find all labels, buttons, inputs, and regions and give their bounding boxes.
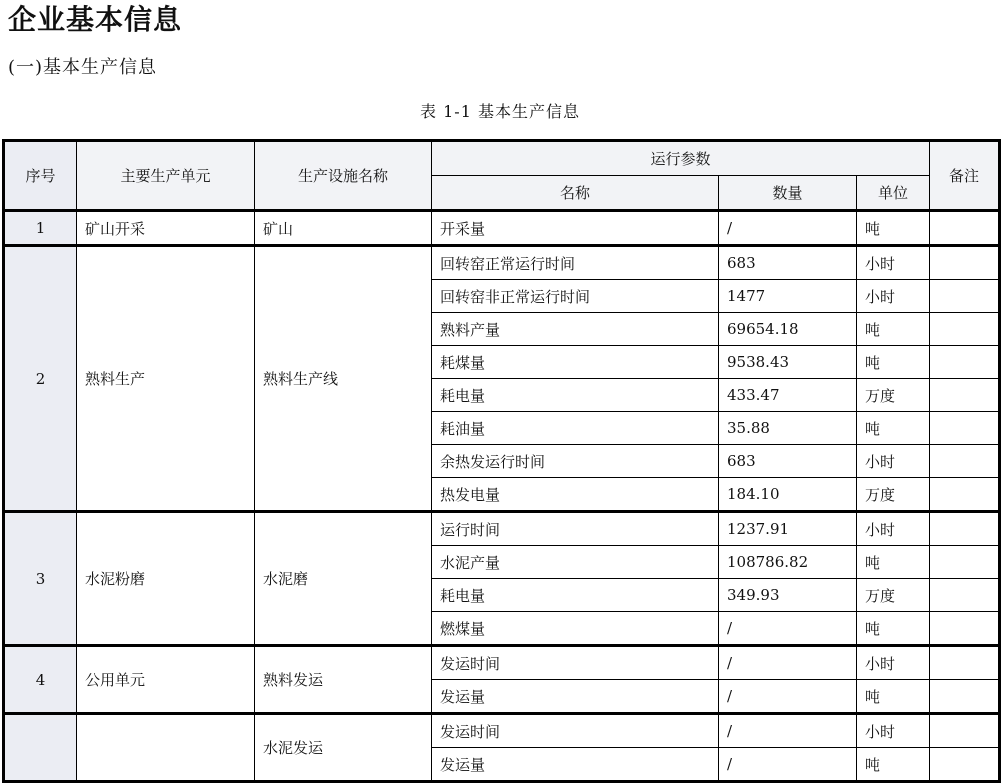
unit-cell: 小时 bbox=[857, 512, 930, 546]
production-info-table bbox=[2, 139, 1001, 783]
main-unit-cell: 熟料生产 bbox=[77, 246, 255, 512]
col-header-param-name: 名称 bbox=[432, 176, 719, 211]
main-unit-cell bbox=[77, 714, 255, 782]
quantity-cell: / bbox=[719, 646, 857, 680]
remark-cell bbox=[930, 680, 1000, 714]
quantity-cell: 683 bbox=[719, 445, 857, 478]
col-header-facility: 生产设施名称 bbox=[255, 141, 432, 211]
col-header-main-unit: 主要生产单元 bbox=[77, 141, 255, 211]
quantity-cell: 349.93 bbox=[719, 579, 857, 612]
unit-cell: 吨 bbox=[857, 346, 930, 379]
remark-cell bbox=[930, 445, 1000, 478]
param-name-cell: 熟料产量 bbox=[432, 313, 719, 346]
param-name-cell: 发运时间 bbox=[432, 646, 719, 680]
table-row bbox=[4, 646, 1000, 680]
remark-cell bbox=[930, 313, 1000, 346]
col-header-remark: 备注 bbox=[930, 141, 1000, 211]
unit-cell: 吨 bbox=[857, 748, 930, 782]
unit-cell: 小时 bbox=[857, 280, 930, 313]
page-title: 企业基本信息 bbox=[8, 3, 183, 36]
main-unit-cell: 公用单元 bbox=[77, 646, 255, 714]
param-name-cell: 水泥产量 bbox=[432, 546, 719, 579]
param-name-cell: 发运时间 bbox=[432, 714, 719, 748]
col-header-params-group: 运行参数 bbox=[432, 141, 930, 176]
quantity-cell: 433.47 bbox=[719, 379, 857, 412]
unit-cell: 万度 bbox=[857, 379, 930, 412]
seq-cell: 3 bbox=[4, 512, 77, 646]
quantity-cell: / bbox=[719, 211, 857, 246]
remark-cell bbox=[930, 412, 1000, 445]
table-row bbox=[4, 512, 1000, 546]
col-header-seq: 序号 bbox=[4, 141, 77, 211]
unit-cell: 万度 bbox=[857, 478, 930, 512]
quantity-cell: / bbox=[719, 748, 857, 782]
quantity-cell: 69654.18 bbox=[719, 313, 857, 346]
unit-cell: 吨 bbox=[857, 313, 930, 346]
param-name-cell: 耗电量 bbox=[432, 379, 719, 412]
table-row bbox=[4, 714, 1000, 748]
remark-cell bbox=[930, 714, 1000, 748]
facility-cell: 水泥磨 bbox=[255, 512, 432, 646]
param-name-cell: 耗煤量 bbox=[432, 346, 719, 379]
unit-cell: 万度 bbox=[857, 579, 930, 612]
unit-cell: 吨 bbox=[857, 412, 930, 445]
quantity-cell: 108786.82 bbox=[719, 546, 857, 579]
param-name-cell: 发运量 bbox=[432, 748, 719, 782]
param-name-cell: 余热发运行时间 bbox=[432, 445, 719, 478]
unit-cell: 吨 bbox=[857, 211, 930, 246]
facility-cell: 熟料生产线 bbox=[255, 246, 432, 512]
unit-cell: 小时 bbox=[857, 445, 930, 478]
unit-cell: 小时 bbox=[857, 646, 930, 680]
section-heading: (一)基本生产信息 bbox=[8, 57, 158, 78]
remark-cell bbox=[930, 579, 1000, 612]
unit-cell: 小时 bbox=[857, 246, 930, 280]
param-name-cell: 热发电量 bbox=[432, 478, 719, 512]
param-name-cell: 燃煤量 bbox=[432, 612, 719, 646]
param-name-cell: 耗油量 bbox=[432, 412, 719, 445]
table-row bbox=[4, 246, 1000, 280]
facility-cell: 熟料发运 bbox=[255, 646, 432, 714]
param-name-cell: 回转窑正常运行时间 bbox=[432, 246, 719, 280]
param-name-cell: 回转窑非正常运行时间 bbox=[432, 280, 719, 313]
unit-cell: 吨 bbox=[857, 546, 930, 579]
quantity-cell: 1237.91 bbox=[719, 512, 857, 546]
quantity-cell: 35.88 bbox=[719, 412, 857, 445]
unit-cell: 吨 bbox=[857, 680, 930, 714]
quantity-cell: 184.10 bbox=[719, 478, 857, 512]
quantity-cell: 683 bbox=[719, 246, 857, 280]
unit-cell: 吨 bbox=[857, 612, 930, 646]
remark-cell bbox=[930, 346, 1000, 379]
col-header-unit: 单位 bbox=[857, 176, 930, 211]
remark-cell bbox=[930, 748, 1000, 782]
remark-cell bbox=[930, 211, 1000, 246]
quantity-cell: / bbox=[719, 612, 857, 646]
remark-cell bbox=[930, 379, 1000, 412]
seq-cell: 1 bbox=[4, 211, 77, 246]
quantity-cell: / bbox=[719, 680, 857, 714]
seq-cell: 2 bbox=[4, 246, 77, 512]
table-row bbox=[4, 211, 1000, 246]
param-name-cell: 发运量 bbox=[432, 680, 719, 714]
seq-cell: 4 bbox=[4, 646, 77, 714]
col-header-quantity: 数量 bbox=[719, 176, 857, 211]
remark-cell bbox=[930, 478, 1000, 512]
table-caption: 表 1-1 基本生产信息 bbox=[420, 102, 580, 121]
param-name-cell: 耗电量 bbox=[432, 579, 719, 612]
remark-cell bbox=[930, 546, 1000, 579]
remark-cell bbox=[930, 246, 1000, 280]
remark-cell bbox=[930, 612, 1000, 646]
unit-cell: 小时 bbox=[857, 714, 930, 748]
main-unit-cell: 矿山开采 bbox=[77, 211, 255, 246]
remark-cell bbox=[930, 512, 1000, 546]
quantity-cell: 9538.43 bbox=[719, 346, 857, 379]
param-name-cell: 运行时间 bbox=[432, 512, 719, 546]
remark-cell bbox=[930, 646, 1000, 680]
main-unit-cell: 水泥粉磨 bbox=[77, 512, 255, 646]
param-name-cell: 开采量 bbox=[432, 211, 719, 246]
facility-cell: 矿山 bbox=[255, 211, 432, 246]
quantity-cell: 1477 bbox=[719, 280, 857, 313]
seq-cell bbox=[4, 714, 77, 782]
facility-cell: 水泥发运 bbox=[255, 714, 432, 782]
table-header-row bbox=[4, 141, 1000, 176]
quantity-cell: / bbox=[719, 714, 857, 748]
remark-cell bbox=[930, 280, 1000, 313]
